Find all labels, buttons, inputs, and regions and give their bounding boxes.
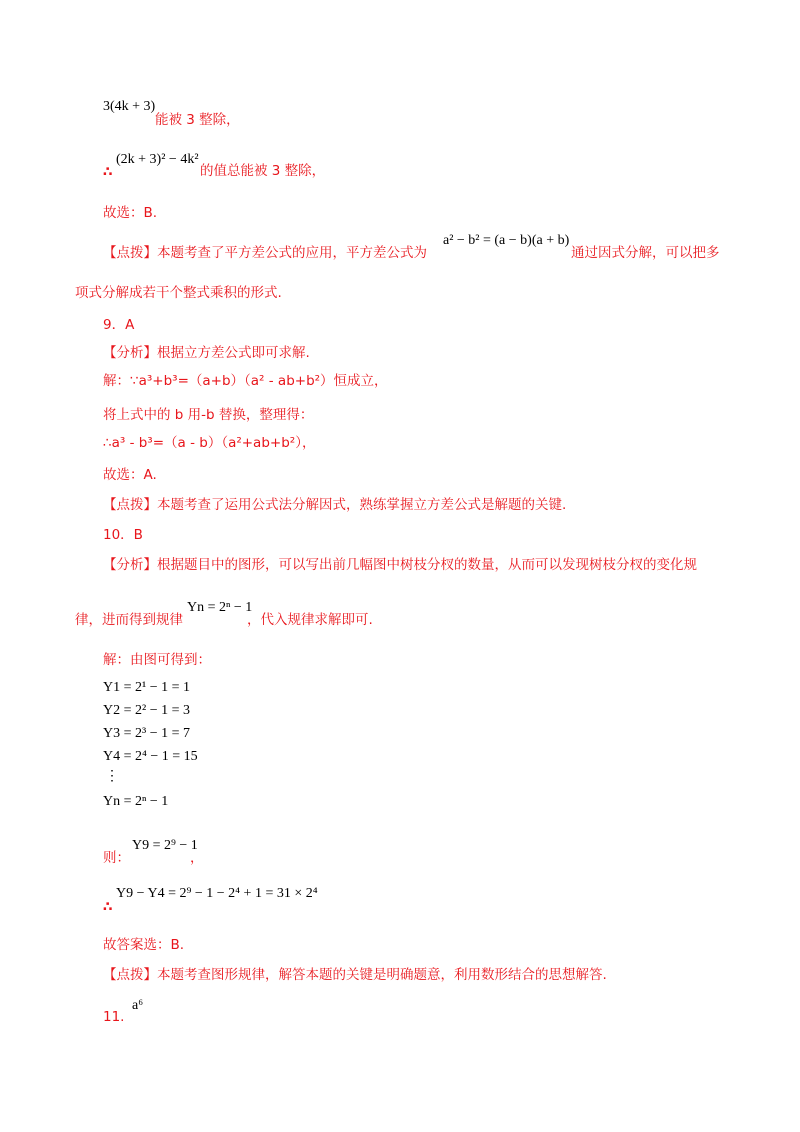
q10-analysis-line1: 【分析】根据题目中的图形，可以写出前几幅图中树枝分杈的数量，从而可以发现树枝分杈的变化规 — [103, 557, 697, 573]
tip-text-part1: 【点拨】本题考查了平方差公式的应用，平方差公式为 — [103, 245, 427, 261]
q11-answer-math: a⁶ — [132, 998, 144, 1013]
value-divisible-text: 的值总能被 3 整除， — [200, 163, 326, 179]
q10-eq-yn: Yn = 2ⁿ − 1 — [103, 794, 169, 809]
q10-solution-head: 解：由图可得到： — [103, 652, 211, 668]
q10-eq-y1: Y1 = 2¹ − 1 = 1 — [103, 680, 190, 695]
q10-eq-y4: Y4 = 2⁴ − 1 = 15 — [103, 749, 198, 764]
math-expression: (2k + 3)² − 4k² — [116, 152, 199, 167]
difference-of-squares-formula: a² − b² = (a − b)(a + b) — [443, 233, 570, 248]
tip-text-part3: 项式分解成若干个整式乘积的形式. — [75, 285, 282, 301]
q11-number: 11. — [103, 1009, 125, 1025]
choice-b-text: 故选：B. — [103, 205, 158, 221]
q10-analysis-line2b: ，代入规律求解即可. — [247, 612, 373, 628]
q9-result: ∴a³ - b³=（a - b）（a²+ab+b²）， — [103, 435, 316, 451]
q10-title: 10．B — [103, 527, 143, 543]
therefore-symbol: ∴ — [103, 164, 113, 180]
q10-rule-formula: Yn = 2ⁿ − 1 — [187, 600, 253, 615]
q9-tip: 【点拨】本题考查了运用公式法分解因式，熟练掌握立方差公式是解题的关键. — [103, 497, 567, 513]
q9-replace: 将上式中的 b 用-b 替换，整理得： — [103, 407, 314, 423]
q10-tip: 【点拨】本题考查图形规律，解答本题的关键是明确题意，利用数形结合的思想解答. — [103, 967, 607, 983]
q10-vertical-dots: ⋮ — [105, 769, 119, 784]
q10-comma: ， — [190, 850, 204, 866]
tip-text-part2: 通过因式分解，可以把多 — [571, 245, 720, 261]
q9-choice: 故选：A. — [103, 467, 157, 483]
q10-eq-y3: Y3 = 2³ − 1 = 7 — [103, 726, 190, 741]
q10-y9-formula: Y9 = 2⁹ − 1 — [132, 838, 198, 853]
divisible-text: 能被 3 整除， — [155, 112, 240, 128]
q10-difference-formula: Y9 − Y4 = 2⁹ − 1 − 2⁴ + 1 = 31 × 2⁴ — [116, 886, 318, 901]
q10-choice: 故答案选：B. — [103, 937, 185, 953]
q10-therefore-symbol: ∴ — [103, 899, 113, 915]
math-3-4k-plus-3: 3(4k + 3) — [103, 99, 156, 114]
q10-eq-y2: Y2 = 2² − 1 = 3 — [103, 703, 190, 718]
q9-analysis: 【分析】根据立方差公式即可求解. — [103, 345, 310, 361]
q10-analysis-line2a: 律，进而得到规律 — [75, 612, 183, 628]
q9-solution: 解：∵a³+b³=（a+b）（a² - ab+b²）恒成立， — [103, 373, 388, 389]
q9-title: 9．A — [103, 317, 135, 333]
q10-then-label: 则： — [103, 850, 130, 866]
